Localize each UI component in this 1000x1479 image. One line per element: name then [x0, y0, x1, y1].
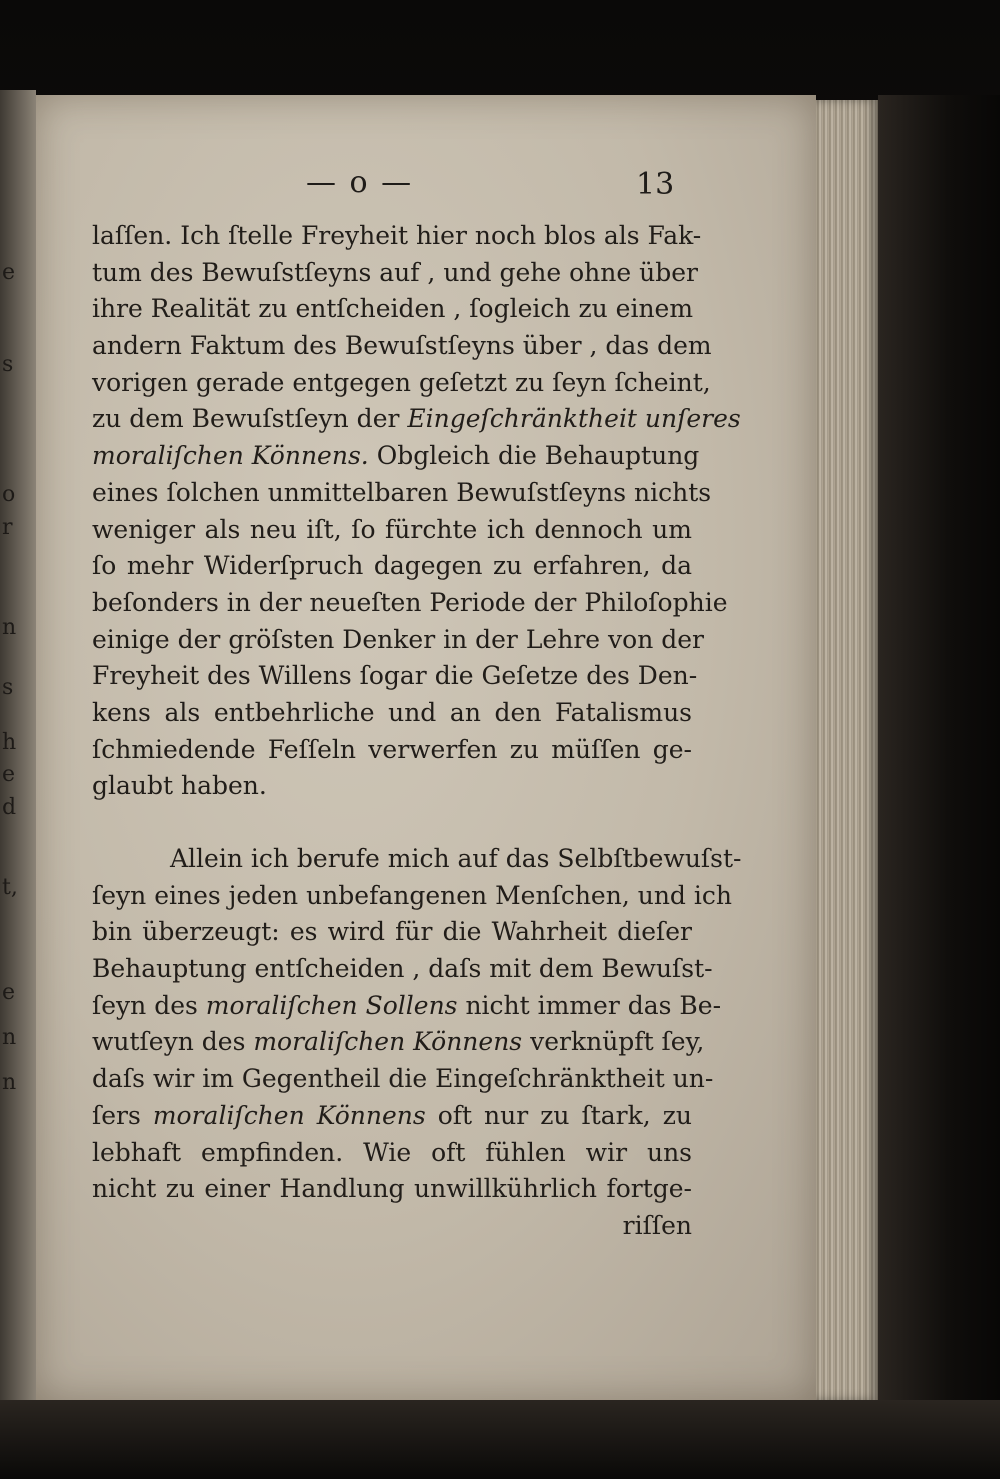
text-line: ihre Realität zu entſcheiden , ſogleich zu einem — [92, 294, 694, 324]
previous-page-glyph: n — [2, 1070, 17, 1095]
text-line: vorigen gerade entgegen geſetzt zu ſeyn ſcheint, — [92, 367, 711, 397]
previous-page-glyph: t, — [2, 875, 18, 900]
text-line: ſchmiedende Feſſeln verwerfen zu müſſen ge- — [92, 734, 692, 764]
previous-page-glyph: d — [2, 795, 17, 820]
text-line: tum des Bewuſstſeyns auf , und gehe ohne über — [92, 257, 698, 287]
previous-page-glyph: s — [2, 352, 14, 377]
text-line: eines ſolchen unmittelbaren Bewuſstſeyns nichts — [92, 477, 712, 507]
text-line: beſonders in der neueſten Periode der Philoſophie — [92, 587, 728, 617]
paragraph-2 — [92, 841, 742, 1245]
text-line: Freyheit des Willens ſogar die Geſetze des Den- — [92, 661, 698, 691]
previous-page-edge — [0, 90, 36, 1420]
text-line: weniger als neu iſt, ſo fürchte ich dennoch um — [92, 514, 692, 544]
text-line: nicht zu einer Handlung unwillkührlich fortge- — [92, 1174, 692, 1204]
text-line: glaubt haben. — [92, 771, 267, 801]
text-line: laſſen. Ich ſtelle Freyheit hier noch blos als Fak- — [92, 221, 702, 250]
text-line: andern Faktum des Bewuſstſeyns über , das dem — [92, 331, 712, 361]
text-line: lebhaft empfinden. Wie oft fühlen wir uns — [92, 1137, 692, 1167]
bottom-shadow — [0, 1400, 1000, 1479]
previous-page-glyph: n — [2, 1025, 17, 1050]
previous-page-glyph: e — [2, 260, 16, 285]
previous-page-glyph: o — [2, 482, 16, 507]
page-text — [92, 218, 742, 1245]
text-line: Allein ich berufe mich auf das Selbſtbewuſst- — [170, 844, 742, 873]
text-line: moraliſchen Könnens. Obgleich die Behauptung — [92, 441, 700, 471]
text-line: ſers moraliſchen Könnens oft nur zu ſtark, zu — [92, 1100, 692, 1130]
catchword: riſſen — [622, 1210, 692, 1240]
text-line: kens als entbehrliche und an den Fatalismus — [92, 697, 692, 727]
previous-page-glyph: e — [2, 980, 16, 1005]
text-line: bin überzeugt: es wird für die Wahrheit dieſer — [92, 917, 692, 947]
previous-page-glyph: s — [2, 675, 14, 700]
previous-page-glyphs — [2, 90, 32, 1420]
text-line: Behauptung entſcheiden , daſs mit dem Bewuſst- — [92, 954, 713, 984]
running-header — [36, 165, 816, 205]
paragraph-gap — [92, 805, 692, 841]
text-line: einige der gröſsten Denker in der Lehre von der — [92, 624, 704, 654]
previous-page-glyph: r — [2, 515, 13, 540]
text-line: daſs wir im Gegentheil die Eingeſchränktheit un- — [92, 1064, 714, 1094]
text-line: ſo mehr Widerſpruch dagegen zu erfahren, da — [92, 551, 692, 581]
page-fore-edge — [816, 100, 878, 1400]
book-cover-edge — [878, 95, 1000, 1415]
text-line: wutſeyn des moraliſchen Könnens verknüpft ſey, — [92, 1027, 705, 1057]
text-line: zu dem Bewuſstſeyn der Eingeſchränktheit unſeres — [92, 404, 741, 434]
previous-page-glyph: h — [2, 730, 17, 755]
text-line: ſeyn eines jeden unbefangenen Menſchen, und ich — [92, 880, 732, 910]
previous-page-glyph: n — [2, 615, 17, 640]
paragraph-1 — [92, 218, 741, 805]
header-ornament: — o — — [306, 165, 414, 200]
previous-page-glyph: e — [2, 762, 16, 787]
text-line: ſeyn des moraliſchen Sollens nicht immer das Be- — [92, 990, 722, 1020]
page-number: 13 — [636, 167, 675, 202]
